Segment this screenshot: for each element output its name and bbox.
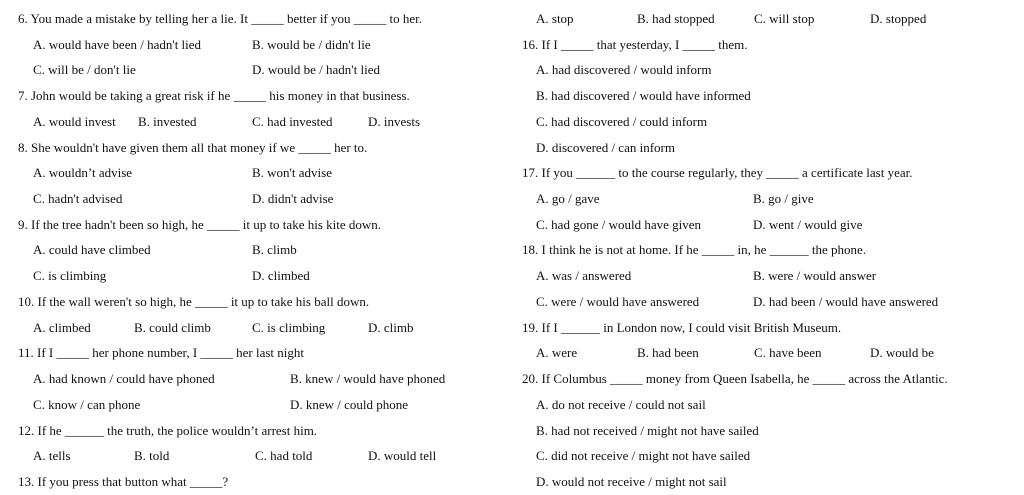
option-text: B. had not received / might not have sailed bbox=[536, 423, 759, 438]
options-row bbox=[506, 340, 1024, 366]
options-row bbox=[0, 109, 506, 135]
question-17 bbox=[506, 160, 1024, 186]
option-a: A. climbed bbox=[33, 320, 91, 335]
option-b: B. won't advise bbox=[252, 165, 332, 180]
options-row bbox=[0, 392, 506, 418]
option-b: B. could climb bbox=[134, 320, 211, 335]
option-d bbox=[506, 135, 1024, 161]
option-c bbox=[506, 109, 1024, 135]
option-b: B. climb bbox=[252, 242, 297, 257]
option-b bbox=[506, 418, 1024, 444]
question-text: 18. I think he is not at home. If he _____ in, he ______ the phone. bbox=[522, 242, 867, 257]
option-c: C. know / can phone bbox=[33, 397, 141, 412]
option-a bbox=[506, 57, 1024, 83]
option-d: D. climbed bbox=[252, 268, 310, 283]
option-c: C. will stop bbox=[754, 11, 815, 26]
option-b: B. would be / didn't lie bbox=[252, 37, 371, 52]
option-c: C. is climbing bbox=[33, 268, 107, 283]
options-row bbox=[506, 186, 1024, 212]
options-row bbox=[506, 212, 1024, 238]
question-9 bbox=[0, 212, 506, 238]
option-b: B. told bbox=[134, 448, 170, 463]
option-d: D. went / would give bbox=[753, 217, 863, 232]
option-text: D. would not receive / might not sail bbox=[536, 474, 727, 489]
option-c: C. had invested bbox=[252, 114, 333, 129]
option-text: D. discovered / can inform bbox=[536, 140, 675, 155]
question-text: 13. If you press that button what _____? bbox=[18, 474, 229, 489]
options-row bbox=[0, 366, 506, 392]
option-text: C. did not receive / might not have sailed bbox=[536, 448, 751, 463]
option-d: D. knew / could phone bbox=[290, 397, 409, 412]
option-d: D. didn't advise bbox=[252, 191, 334, 206]
question-text: 11. If I _____ her phone number, I _____ her last night bbox=[18, 345, 305, 360]
option-a: A. were bbox=[536, 345, 578, 360]
question-text: 16. If I _____ that yesterday, I _____ them. bbox=[522, 37, 748, 52]
option-a bbox=[506, 392, 1024, 418]
options-row bbox=[506, 263, 1024, 289]
question-text: 12. If he ______ the truth, the police wouldn’t arrest him. bbox=[18, 423, 318, 438]
option-b bbox=[506, 83, 1024, 109]
option-b: B. invested bbox=[138, 114, 197, 129]
question-18 bbox=[506, 237, 1024, 263]
options-row bbox=[0, 186, 506, 212]
options-row bbox=[0, 32, 506, 58]
options-row bbox=[0, 57, 506, 83]
option-a: A. had known / could have phoned bbox=[33, 371, 215, 386]
option-text: B. had discovered / would have informed bbox=[536, 88, 751, 103]
question-text: 8. She wouldn't have given them all that money if we _____ her to. bbox=[18, 140, 368, 155]
option-text: A. had discovered / would inform bbox=[536, 62, 712, 77]
option-c: C. were / would have answered bbox=[536, 294, 700, 309]
option-b: B. go / give bbox=[753, 191, 814, 206]
option-d: D. would be / hadn't lied bbox=[252, 62, 380, 77]
question-19 bbox=[506, 315, 1024, 341]
option-c: C. had gone / would have given bbox=[536, 217, 701, 232]
option-c bbox=[506, 443, 1024, 469]
option-c: C. have been bbox=[754, 345, 822, 360]
option-d: D. climb bbox=[368, 320, 414, 335]
question-20 bbox=[506, 366, 1024, 392]
question-10 bbox=[0, 289, 506, 315]
question-text: 20. If Columbus _____ money from Queen Isabella, he _____ across the Atlantic. bbox=[522, 371, 948, 386]
option-text: A. do not receive / could not sail bbox=[536, 397, 706, 412]
option-b: B. had stopped bbox=[637, 11, 715, 26]
option-a: A. would have been / hadn't lied bbox=[33, 37, 202, 52]
option-c: C. is climbing bbox=[252, 320, 326, 335]
question-6 bbox=[0, 6, 506, 32]
option-d: D. would tell bbox=[368, 448, 437, 463]
option-d: D. invests bbox=[368, 114, 420, 129]
option-a: A. could have climbed bbox=[33, 242, 151, 257]
question-text: 7. John would be taking a great risk if he _____ his money in that business. bbox=[18, 88, 410, 103]
option-c: C. had told bbox=[255, 448, 313, 463]
option-a: A. would invest bbox=[33, 114, 116, 129]
question-text: 19. If I ______ in London now, I could visit British Museum. bbox=[522, 320, 842, 335]
option-a: A. stop bbox=[536, 11, 574, 26]
options-row bbox=[0, 237, 506, 263]
options-row bbox=[0, 160, 506, 186]
question-16 bbox=[506, 32, 1024, 58]
options-row bbox=[0, 263, 506, 289]
question-7 bbox=[0, 83, 506, 109]
options-row bbox=[0, 315, 506, 341]
question-11 bbox=[0, 340, 506, 366]
option-d: D. stopped bbox=[870, 11, 927, 26]
question-text: 9. If the tree hadn't been so high, he _____ it up to take his kite down. bbox=[18, 217, 382, 232]
options-row bbox=[0, 443, 506, 469]
option-a: A. wouldn’t advise bbox=[33, 165, 133, 180]
question-12 bbox=[0, 418, 506, 444]
option-b: B. knew / would have phoned bbox=[290, 371, 446, 386]
option-c: C. will be / don't lie bbox=[33, 62, 136, 77]
question-text: 17. If you ______ to the course regularly, they _____ a certificate last year. bbox=[522, 165, 913, 180]
question-8 bbox=[0, 135, 506, 161]
option-a: A. go / gave bbox=[536, 191, 600, 206]
question-text: 10. If the wall weren't so high, he _____ it up to take his ball down. bbox=[18, 294, 370, 309]
options-row bbox=[506, 289, 1024, 315]
options-row bbox=[506, 6, 1024, 32]
option-a: A. was / answered bbox=[536, 268, 632, 283]
option-d: D. had been / would have answered bbox=[753, 294, 939, 309]
option-a: A. tells bbox=[33, 448, 71, 463]
option-text: C. had discovered / could inform bbox=[536, 114, 708, 129]
option-b: B. were / would answer bbox=[753, 268, 877, 283]
option-d: D. would be bbox=[870, 345, 934, 360]
option-b: B. had been bbox=[637, 345, 699, 360]
option-c: C. hadn't advised bbox=[33, 191, 123, 206]
question-text: 6. You made a mistake by telling her a lie. It _____ better if you _____ to her. bbox=[18, 11, 423, 26]
